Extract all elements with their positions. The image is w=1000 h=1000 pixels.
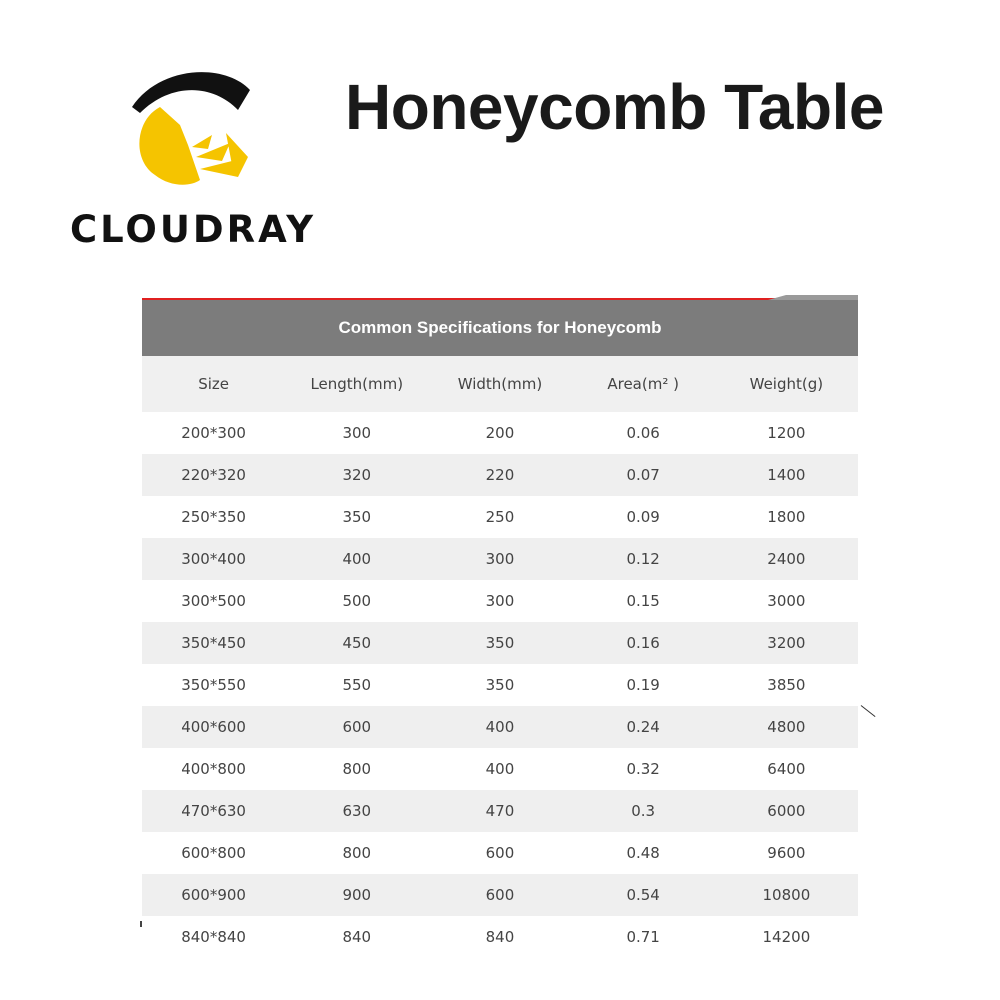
- table-row: [142, 790, 858, 832]
- table-row: [142, 664, 858, 706]
- table-cell: 600*800: [142, 832, 285, 874]
- table-cell: 250*350: [142, 496, 285, 538]
- table-cell: 630: [285, 790, 428, 832]
- spec-table: [142, 356, 858, 958]
- table-cell: 1400: [715, 454, 858, 496]
- column-header-size: Size: [142, 356, 285, 412]
- table-cell: 220*320: [142, 454, 285, 496]
- table-cell: 220: [428, 454, 571, 496]
- table-row: [142, 916, 858, 958]
- table-cell: 300*500: [142, 580, 285, 622]
- brand-logo: [60, 60, 340, 260]
- table-cell: 0.19: [572, 664, 715, 706]
- table-header-row: [142, 356, 858, 412]
- table-cell: 300: [428, 538, 571, 580]
- table-cell: 0.71: [572, 916, 715, 958]
- table-cell: 450: [285, 622, 428, 664]
- stray-mark: [861, 705, 876, 717]
- table-cell: 800: [285, 748, 428, 790]
- spec-table-container: [142, 298, 858, 958]
- table-cell: 500: [285, 580, 428, 622]
- table-cell: 200: [428, 412, 571, 454]
- table-cell: 6000: [715, 790, 858, 832]
- table-cell: 400: [428, 748, 571, 790]
- table-cell: 840*840: [142, 916, 285, 958]
- table-row: [142, 874, 858, 916]
- page-title: Honeycomb Table: [345, 71, 884, 143]
- table-cell: 350*550: [142, 664, 285, 706]
- stray-mark: [140, 921, 142, 927]
- table-row: [142, 832, 858, 874]
- column-header-area: Area(m² ): [572, 356, 715, 412]
- table-cell: 350: [285, 496, 428, 538]
- table-cell: 320: [285, 454, 428, 496]
- table-cell: 1200: [715, 412, 858, 454]
- table-cell: 350: [428, 664, 571, 706]
- table-cell: 0.09: [572, 496, 715, 538]
- table-row: [142, 496, 858, 538]
- table-row: [142, 622, 858, 664]
- table-cell: 14200: [715, 916, 858, 958]
- table-cell: 6400: [715, 748, 858, 790]
- table-cell: 600*900: [142, 874, 285, 916]
- column-header-width: Width(mm): [428, 356, 571, 412]
- table-cell: 300*400: [142, 538, 285, 580]
- table-cell: 550: [285, 664, 428, 706]
- table-row: [142, 538, 858, 580]
- table-cell: 900: [285, 874, 428, 916]
- table-cell: 0.24: [572, 706, 715, 748]
- accent-line: [142, 298, 858, 300]
- table-cell: 1800: [715, 496, 858, 538]
- table-cell: 600: [428, 874, 571, 916]
- table-cell: 470*630: [142, 790, 285, 832]
- table-cell: 200*300: [142, 412, 285, 454]
- table-cell: 400*800: [142, 748, 285, 790]
- table-row: [142, 706, 858, 748]
- table-cell: 0.16: [572, 622, 715, 664]
- table-cell: 0.12: [572, 538, 715, 580]
- table-cell: 840: [428, 916, 571, 958]
- column-header-length: Length(mm): [285, 356, 428, 412]
- table-body: [142, 412, 858, 958]
- table-row: [142, 412, 858, 454]
- brand-name: CLOUDRAY: [70, 208, 316, 251]
- cloudray-logo-icon: [130, 65, 260, 195]
- table-cell: 600: [428, 832, 571, 874]
- accent-tab: [768, 295, 858, 300]
- table-cell: 400: [428, 706, 571, 748]
- table-cell: 600: [285, 706, 428, 748]
- table-row: [142, 580, 858, 622]
- table-cell: 400: [285, 538, 428, 580]
- table-cell: 0.07: [572, 454, 715, 496]
- table-cell: 0.06: [572, 412, 715, 454]
- table-cell: 300: [285, 412, 428, 454]
- table-cell: 3000: [715, 580, 858, 622]
- table-cell: 0.32: [572, 748, 715, 790]
- column-header-weight: Weight(g): [715, 356, 858, 412]
- table-cell: 800: [285, 832, 428, 874]
- table-cell: 400*600: [142, 706, 285, 748]
- table-cell: 0.48: [572, 832, 715, 874]
- table-cell: 470: [428, 790, 571, 832]
- table-cell: 0.15: [572, 580, 715, 622]
- table-cell: 3850: [715, 664, 858, 706]
- table-cell: 9600: [715, 832, 858, 874]
- table-cell: 350: [428, 622, 571, 664]
- table-cell: 300: [428, 580, 571, 622]
- table-cell: 0.54: [572, 874, 715, 916]
- table-cell: 3200: [715, 622, 858, 664]
- table-caption: Common Specifications for Honeycomb: [142, 300, 858, 356]
- table-cell: 350*450: [142, 622, 285, 664]
- table-row: [142, 748, 858, 790]
- table-cell: 250: [428, 496, 571, 538]
- table-cell: 0.3: [572, 790, 715, 832]
- table-cell: 2400: [715, 538, 858, 580]
- table-cell: 4800: [715, 706, 858, 748]
- table-cell: 840: [285, 916, 428, 958]
- table-row: [142, 454, 858, 496]
- table-cell: 10800: [715, 874, 858, 916]
